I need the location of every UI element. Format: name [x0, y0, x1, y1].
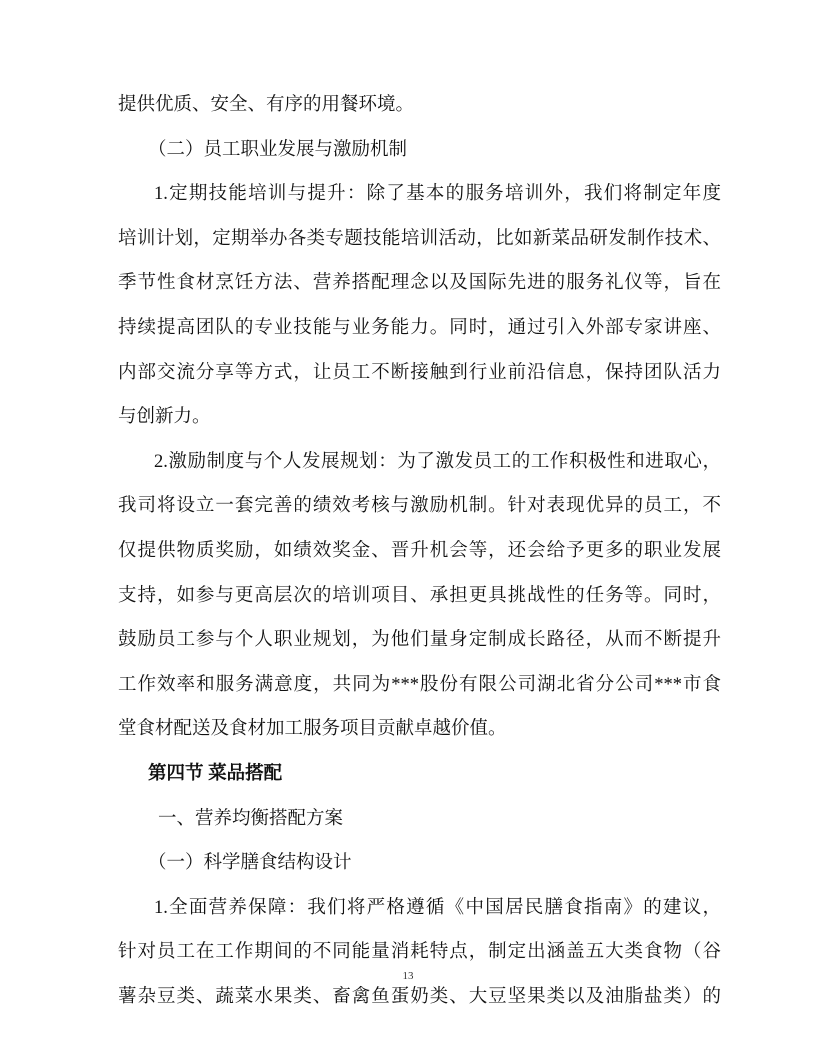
text-line: 培训计划，定期举办各类专题技能培训活动，比如新菜品研发制作技术、	[118, 228, 721, 249]
page-number: 13	[402, 970, 414, 982]
text-line: 我司将设立一套完善的绩效考核与激励机制。针对表现优异的员工，不	[118, 496, 721, 517]
text-line: 持续提高团队的专业技能与业务能力。同时，通过引入外部专家讲座、	[118, 317, 721, 338]
text-line: 仅提供物质奖励，如绩效奖金、晋升机会等，还会给予更多的职业发展	[118, 540, 721, 561]
text-line: 1.全面营养保障：我们将严格遵循《中国居民膳食指南》的建议，	[154, 897, 721, 918]
text-line: 2.激励制度与个人发展规划：为了激发员工的工作积极性和进取心，	[154, 451, 721, 472]
text-line: 与创新力。	[118, 407, 211, 428]
text-line: 鼓励员工参与个人职业规划，为他们量身定制成长路径，从而不断提升	[118, 630, 721, 651]
text-line: 针对员工在工作期间的不同能量消耗特点，制定出涵盖五大类食物（谷	[118, 942, 721, 963]
text-line: 工作效率和服务满意度，共同为***股份有限公司湖北省分公司***市食	[118, 674, 721, 695]
text-line: 1.定期技能培训与提升：除了基本的服务培训外，我们将制定年度	[154, 184, 721, 205]
text-line: 内部交流分享等方式，让员工不断接触到行业前沿信息，保持团队活力	[118, 362, 721, 383]
text-line: 一、营养均衡搭配方案	[158, 808, 344, 829]
text-line: 提供优质、安全、有序的用餐环境。	[118, 95, 415, 115]
text-line: （一）科学膳食结构设计	[148, 853, 352, 874]
text-line: 支持，如参与更高层次的培训项目、承担更具挑战性的任务等。同时，	[118, 585, 721, 606]
text-line: 薯杂豆类、蔬菜水果类、畜禽鱼蛋奶类、大豆坚果类以及油脂盐类）的	[118, 986, 721, 1007]
text-line: 堂食材配送及食材加工服务项目贡献卓越价值。	[118, 719, 507, 740]
document-body	[118, 83, 721, 1019]
text-line: （二）员工职业发展与激励机制	[148, 139, 408, 160]
text-line: 季节性食材烹饪方法、营养搭配理念以及国际先进的服务礼仪等，旨在	[118, 273, 721, 294]
section-heading: 第四节 菜品搭配	[148, 763, 283, 784]
